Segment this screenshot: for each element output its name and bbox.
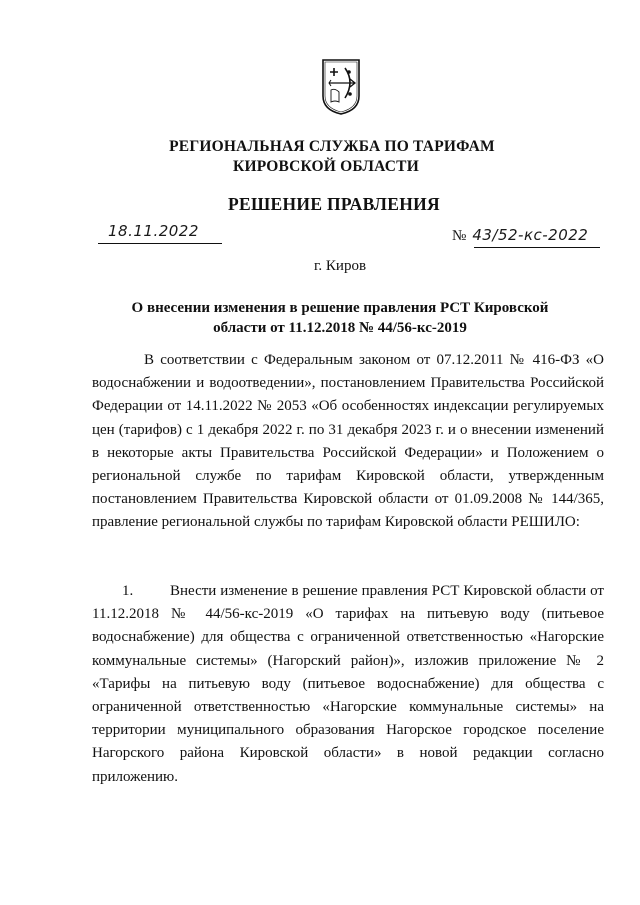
city: г. Киров	[313, 258, 367, 274]
subject-line2: области от 11.12.2018 № 44/56-кс-2019	[213, 320, 467, 336]
document-subject	[130, 298, 550, 338]
number-underline	[474, 247, 600, 248]
document-number	[452, 226, 602, 245]
decision-item-1	[92, 580, 604, 789]
item-text: Внести изменение в решение правления РСТ Кировской области от 11.12.2018 № 44/56-кс-2019 «О тарифах на питьевую воду (питьевое водоснабжение) для общества с ограниченной ответственностью «Нагорские коммунальные системы» (Нагорский район)», изложив приложение № 2 «Тарифы на питьевую воду (питьевое водоснабжение) для общества с ограниченной ответственностью «Нагорские коммунальные системы» на территории муниципального образования Нагорское городское поселение Нагорского района Кировской области» в новой редакции согласно приложению.	[92, 583, 604, 785]
handwritten-number: 43/52-кс-2022	[472, 226, 589, 244]
kirov-oblast-coat-of-arms-icon	[321, 58, 361, 116]
date-underline	[98, 243, 222, 244]
document-type-title: РЕШЕНИЕ ПРАВЛЕНИЯ	[228, 194, 440, 214]
subject-line1: О внесении изменения в решение правления РСТ Кировской	[131, 300, 549, 316]
number-sign: №	[452, 228, 467, 244]
preamble-paragraph: В соответствии с Федеральным законом от 07.12.2011 № 416-ФЗ «О водоснабжении и водоотведении», постановлением Правительства Российской Федерации от 14.11.2022 № 2053 «Об особенностях индексации регулируемых цен (тарифов) с 1 декабря 2022 г. по 31 декабря 2023 г. и о внесении изменений в некоторые акты Правительства Российской Федерации» и Положением о региональной службе по тарифам Кировской области, утвержденным постановлением Правительства Кировской области от 01.09.2008 № 144/365, правление региональной службы по тарифам Кировской области РЕШИЛО:	[92, 352, 604, 531]
document-date	[98, 222, 222, 240]
item-number: 1.	[122, 583, 134, 599]
handwritten-date: 18.11.2022	[108, 222, 199, 240]
organization-name-line2: КИРОВСКОЙ ОБЛАСТИ	[233, 158, 419, 175]
organization-name-line1: РЕГИОНАЛЬНАЯ СЛУЖБА ПО ТАРИФАМ	[169, 138, 495, 155]
